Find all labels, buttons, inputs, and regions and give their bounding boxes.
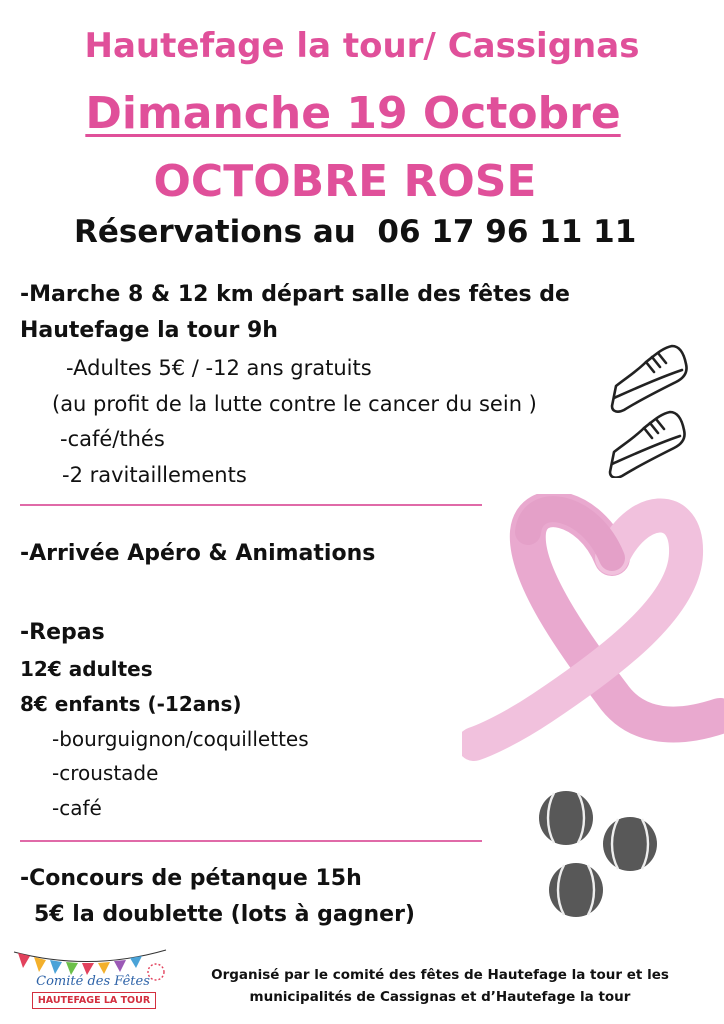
- footer-credits: [180, 964, 700, 1008]
- marche-drinks: -café/thés: [60, 427, 165, 451]
- apero-title: -Arrivée Apéro & Animations: [20, 541, 376, 566]
- repas-price-adults: 12€ adultes: [20, 657, 153, 681]
- repas-title: -Repas: [20, 620, 105, 645]
- marche-supplies: -2 ravitaillements: [62, 463, 247, 487]
- logo-subtitle: HAUTEFAGE LA TOUR: [32, 992, 156, 1009]
- marche-title-line2: Hautefage la tour 9h: [20, 318, 278, 343]
- divider: [20, 504, 482, 506]
- petanque-title: -Concours de pétanque 15h: [20, 866, 362, 891]
- event-date: Dimanche 19 Octobre: [85, 88, 621, 139]
- repas-coffee: -café: [52, 796, 102, 820]
- repas-dessert: -croustade: [52, 761, 159, 785]
- divider: [20, 840, 482, 842]
- footer-line1: Organisé par le comité des fêtes de Hautefage la tour et les: [211, 967, 669, 983]
- comite-des-fetes-logo: [10, 942, 168, 1014]
- reservation-phone: Réservations au 06 17 96 11 11: [74, 214, 637, 250]
- logo-title: Comité des Fêtes: [36, 974, 150, 989]
- petanque-ball-icon: [536, 788, 660, 920]
- petanque-details: 5€ la doublette (lots à gagner): [34, 902, 415, 927]
- repas-main: -bourguignon/coquillettes: [52, 727, 309, 751]
- event-name: OCTOBRE ROSE: [153, 156, 537, 207]
- marche-charity-note: (au profit de la lutte contre le cancer du sein ): [52, 392, 537, 416]
- pink-ribbon-heart-icon: [462, 494, 724, 774]
- town-title: Hautefage la tour/ Cassignas: [84, 26, 640, 66]
- marche-price: -Adultes 5€ / -12 ans gratuits: [66, 356, 372, 380]
- sneaker-icon: [606, 342, 690, 478]
- footer-line2: municipalités de Cassignas et d’Hautefage la tour: [249, 989, 631, 1005]
- repas-price-children: 8€ enfants (-12ans): [20, 692, 242, 716]
- marche-title-line1: -Marche 8 & 12 km départ salle des fêtes de: [20, 282, 570, 307]
